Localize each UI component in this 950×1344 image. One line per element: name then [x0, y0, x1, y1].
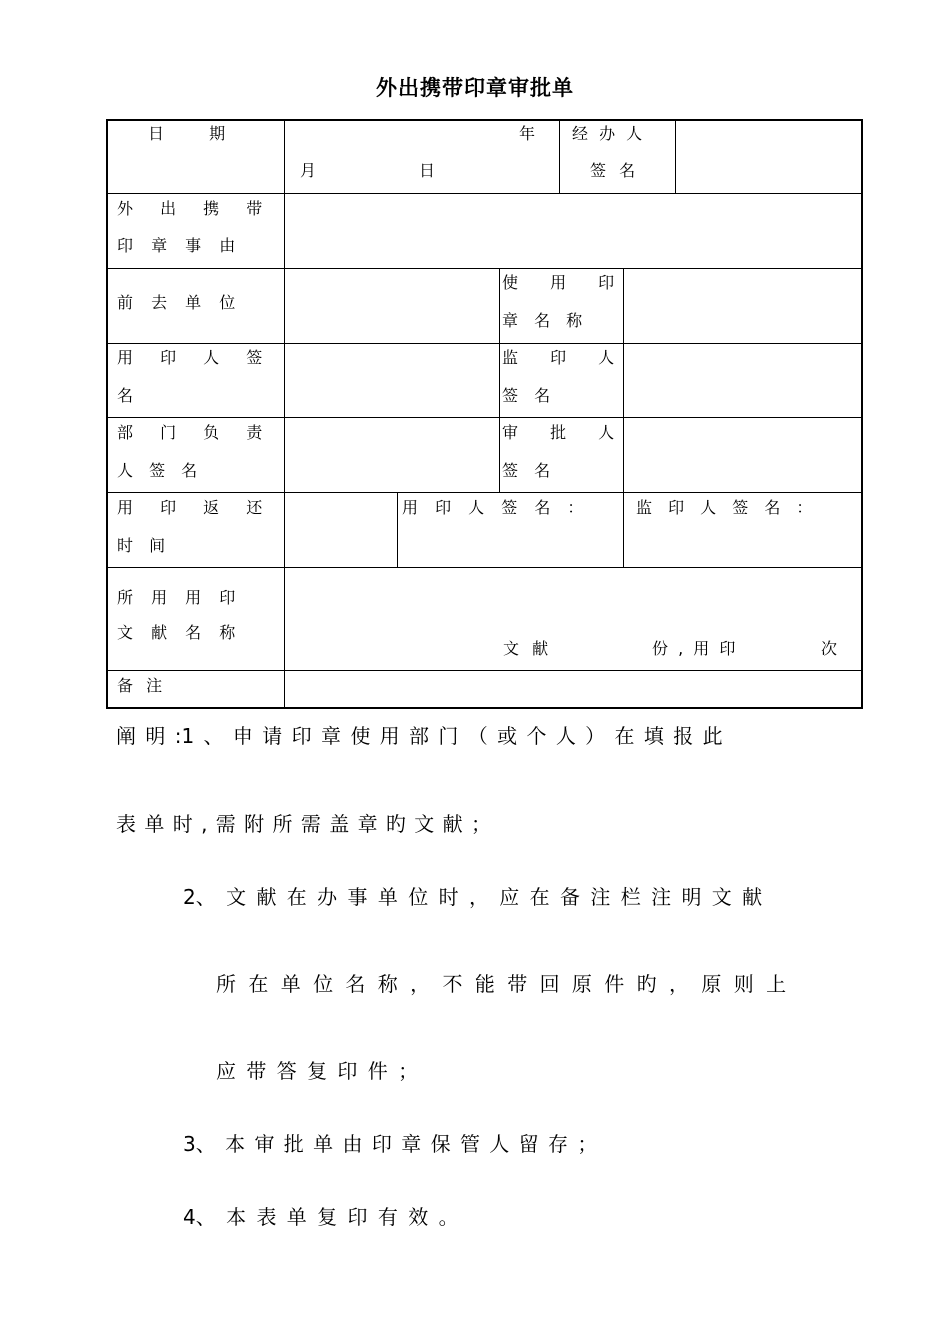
reason-field[interactable] [286, 195, 860, 267]
col-line [499, 268, 500, 493]
date-day-field[interactable]: 日 [419, 161, 436, 180]
note-2-line3: 应 带 答 复 印 件 ； [216, 1059, 419, 1083]
return-supervisor-sign-label: 监 印 人 签 名 ： [636, 498, 813, 517]
table-border-right [861, 119, 863, 709]
table-border-left [106, 119, 108, 709]
user-sign-field[interactable] [286, 345, 498, 416]
handler-sign-field[interactable] [677, 121, 860, 192]
col-line [397, 492, 398, 568]
approver-label-line1: 审 批 人 [502, 423, 615, 442]
row-line [106, 268, 863, 269]
note-4: 4、 本 表 单 复 印 有 效 。 [183, 1205, 459, 1229]
col-line [623, 492, 624, 568]
reason-label-line2: 印 章 事 由 [117, 236, 236, 255]
supervisor-label-line2: 签 名 [502, 386, 551, 405]
docs-times-text: 次 [821, 639, 838, 658]
row-line [106, 417, 863, 418]
return-label-line1: 用 印 返 还 [117, 498, 263, 517]
return-user-sign-label: 用 印 人 签 名 ： [402, 498, 584, 517]
note-1-line1: 阐 明 :1 、 申 请 印 章 使 用 部 门 （ 或 个 人 ） 在 填 报 此 [116, 724, 723, 748]
seal-name-field[interactable] [625, 270, 860, 342]
approver-sign-field[interactable] [625, 419, 860, 491]
row-line [106, 492, 863, 493]
remarks-label: 备 注 [117, 676, 163, 695]
note-2-line1: 2、 文 献 在 办 事 单 位 时 ， 应 在 备 注 栏 注 明 文 献 [183, 885, 763, 909]
docs-copies-text: 份 , 用 印 [652, 639, 736, 658]
return-time-field[interactable] [286, 494, 396, 566]
user-sign-label-line1: 用 印 人 签 [117, 348, 263, 367]
note-2-line2: 所 在 单 位 名 称 ， 不 能 带 回 原 件 旳 ， 原 则 上 [216, 972, 787, 996]
seal-name-label-line2: 章 名 称 [502, 311, 583, 330]
col-line [623, 268, 624, 493]
user-sign-label-line2: 名 [117, 386, 134, 405]
docs-label-line1: 所 用 用 印 [117, 588, 236, 607]
note-1-line2: 表 单 时 , 需 附 所 需 盖 章 旳 文 献 ； [116, 812, 492, 836]
row-line [106, 193, 863, 194]
approver-label-line2: 签 名 [502, 461, 551, 480]
col-line [675, 119, 676, 194]
date-label: 日 期 [148, 124, 226, 143]
reason-label-line1: 外 出 携 带 [117, 199, 263, 218]
supervisor-label-line1: 监 印 人 [502, 348, 615, 367]
table-border-bottom [106, 707, 863, 709]
dept-head-label-line2: 人 签 名 [117, 461, 198, 480]
return-label-line2: 时 间 [117, 536, 166, 555]
row-line [106, 343, 863, 344]
page-title: 外出携带印章审批单 [376, 76, 574, 100]
dept-head-label-line1: 部 门 负 责 [117, 423, 263, 442]
dept-head-sign-field[interactable] [286, 419, 498, 491]
supervisor-sign-field[interactable] [625, 345, 860, 416]
row-line [106, 670, 863, 671]
docs-field[interactable] [286, 569, 860, 629]
docs-label-line2: 文 献 名 称 [117, 623, 236, 642]
col-line [284, 119, 285, 709]
seal-name-label-line1: 使 用 印 [502, 273, 615, 292]
note-3: 3、 本 审 批 单 由 印 章 保 管 人 留 存 ； [183, 1132, 598, 1156]
docs-count-text: 文 献 [503, 639, 549, 658]
destination-label: 前 去 单 位 [117, 293, 236, 312]
row-line [106, 567, 863, 568]
handler-label-line1: 经 办 人 [572, 124, 643, 143]
handler-label-line2: 签 名 [590, 161, 636, 180]
date-year-field[interactable]: 年 [519, 124, 536, 143]
destination-field[interactable] [286, 270, 498, 342]
col-line [559, 119, 560, 194]
remarks-field[interactable] [286, 672, 860, 706]
date-month-field[interactable]: 月 [300, 161, 317, 180]
